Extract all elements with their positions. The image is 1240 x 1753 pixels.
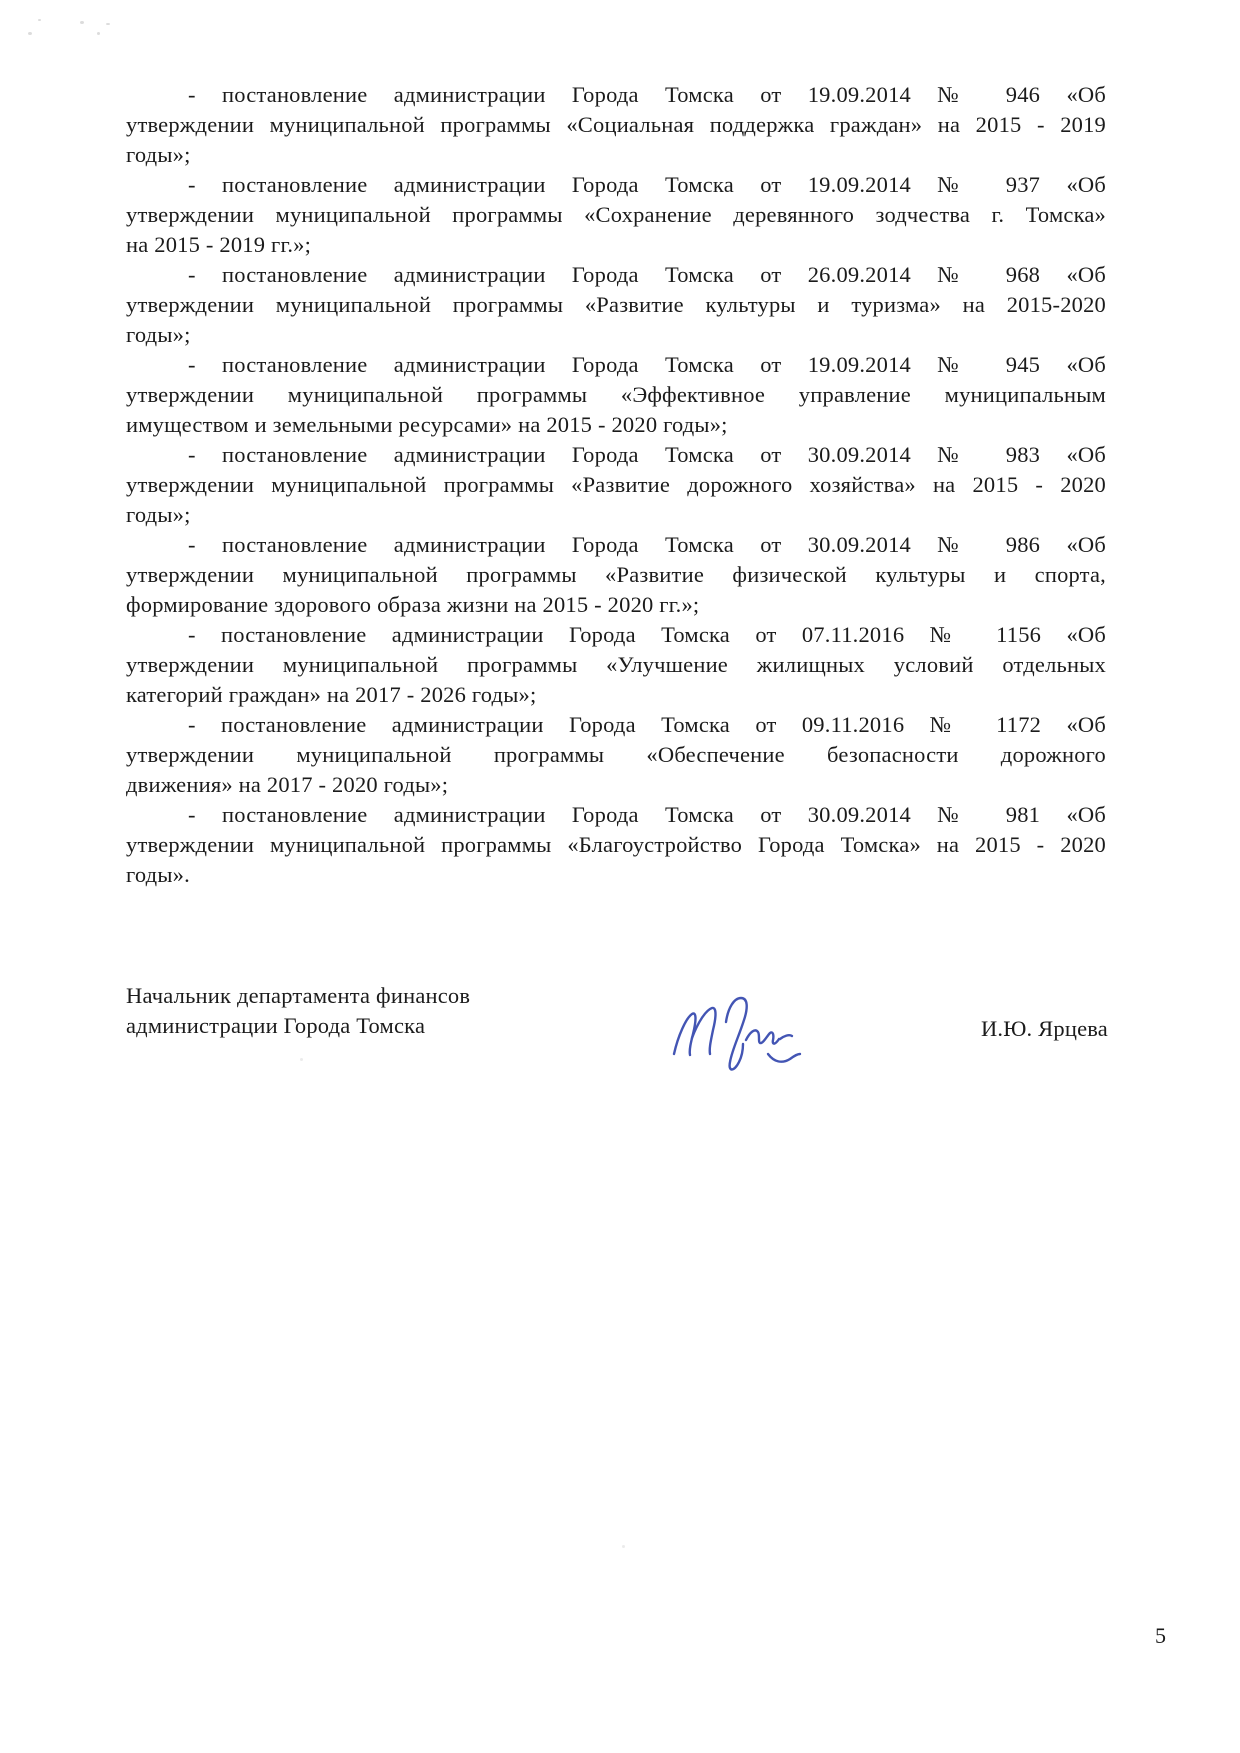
paragraph-line: утверждении муниципальной программы «Сохранение деревянного зодчества г. Томска» [126, 202, 1106, 227]
scan-artifact [97, 32, 100, 35]
scan-artifact [106, 23, 110, 25]
paragraph-line: формирование здорового образа жизни на 2015 - 2020 гг.»; [126, 592, 700, 617]
body-text [126, 80, 1106, 890]
page-number: 5 [1155, 1623, 1166, 1648]
paragraph-line: годы»; [126, 322, 191, 347]
paragraph-line: - постановление администрации Города Томска от 30.09.2014 № 983 «Об [188, 442, 1106, 467]
signatory-title-line2: администрации Города Томска [126, 1013, 426, 1038]
paragraph-line: на 2015 - 2019 гг.»; [126, 232, 312, 257]
paragraph-line: имуществом и земельными ресурсами» на 2015 - 2020 годы»; [126, 412, 728, 437]
scan-artifact [622, 1545, 625, 1548]
signature-scribble [668, 992, 828, 1082]
paragraph-line: - постановление администрации Города Томска от 07.11.2016 № 1156 «Об [188, 622, 1106, 647]
paragraph-line: годы». [126, 862, 190, 887]
paragraph-line: утверждении муниципальной программы «Благоустройство Города Томска» на 2015 - 2020 [126, 832, 1106, 857]
paragraph-line: утверждении муниципальной программы «Обеспечение безопасности дорожного [126, 742, 1106, 767]
signatory-name: И.Ю. Ярцева [980, 1016, 1108, 1041]
scan-artifact [38, 19, 41, 21]
signatory-title [126, 981, 470, 1041]
paragraph-line: утверждении муниципальной программы «Улучшение жилищных условий отдельных [126, 652, 1106, 677]
paragraph-line: категорий граждан» на 2017 - 2026 годы»; [126, 682, 537, 707]
paragraph-line: утверждении муниципальной программы «Развитие дорожного хозяйства» на 2015 - 2020 [126, 472, 1106, 497]
paragraph-line: годы»; [126, 142, 191, 167]
paragraph-line: - постановление администрации Города Томска от 26.09.2014 № 968 «Об [188, 262, 1106, 287]
paragraph-line: утверждении муниципальной программы «Эффективное управление муниципальным [126, 382, 1106, 407]
paragraph-line: - постановление администрации Города Томска от 30.09.2014 № 986 «Об [188, 532, 1106, 557]
paragraph-line: - постановление администрации Города Томска от 19.09.2014 № 946 «Об [188, 82, 1106, 107]
paragraph-line: утверждении муниципальной программы «Развитие физической культуры и спорта, [126, 562, 1106, 587]
paragraph-line: - постановление администрации Города Томска от 09.11.2016 № 1172 «Об [188, 712, 1106, 737]
paragraph-line: - постановление администрации Города Томска от 30.09.2014 № 981 «Об [188, 802, 1106, 827]
paragraph-line: утверждении муниципальной программы «Развитие культуры и туризма» на 2015-2020 [126, 292, 1106, 317]
paragraph-line: - постановление администрации Города Томска от 19.09.2014 № 945 «Об [188, 352, 1106, 377]
scan-artifact [28, 32, 32, 35]
paragraph-line: - постановление администрации Города Томска от 19.09.2014 № 937 «Об [188, 172, 1106, 197]
scan-artifact [300, 1058, 303, 1061]
scan-artifact [80, 21, 84, 24]
paragraph-line: движения» на 2017 - 2020 годы»; [126, 772, 449, 797]
paragraph-line: утверждении муниципальной программы «Социальная поддержка граждан» на 2015 - 2019 [126, 112, 1106, 137]
paragraph-line: годы»; [126, 502, 191, 527]
signatory-title-line1: Начальник департамента финансов [126, 983, 471, 1008]
